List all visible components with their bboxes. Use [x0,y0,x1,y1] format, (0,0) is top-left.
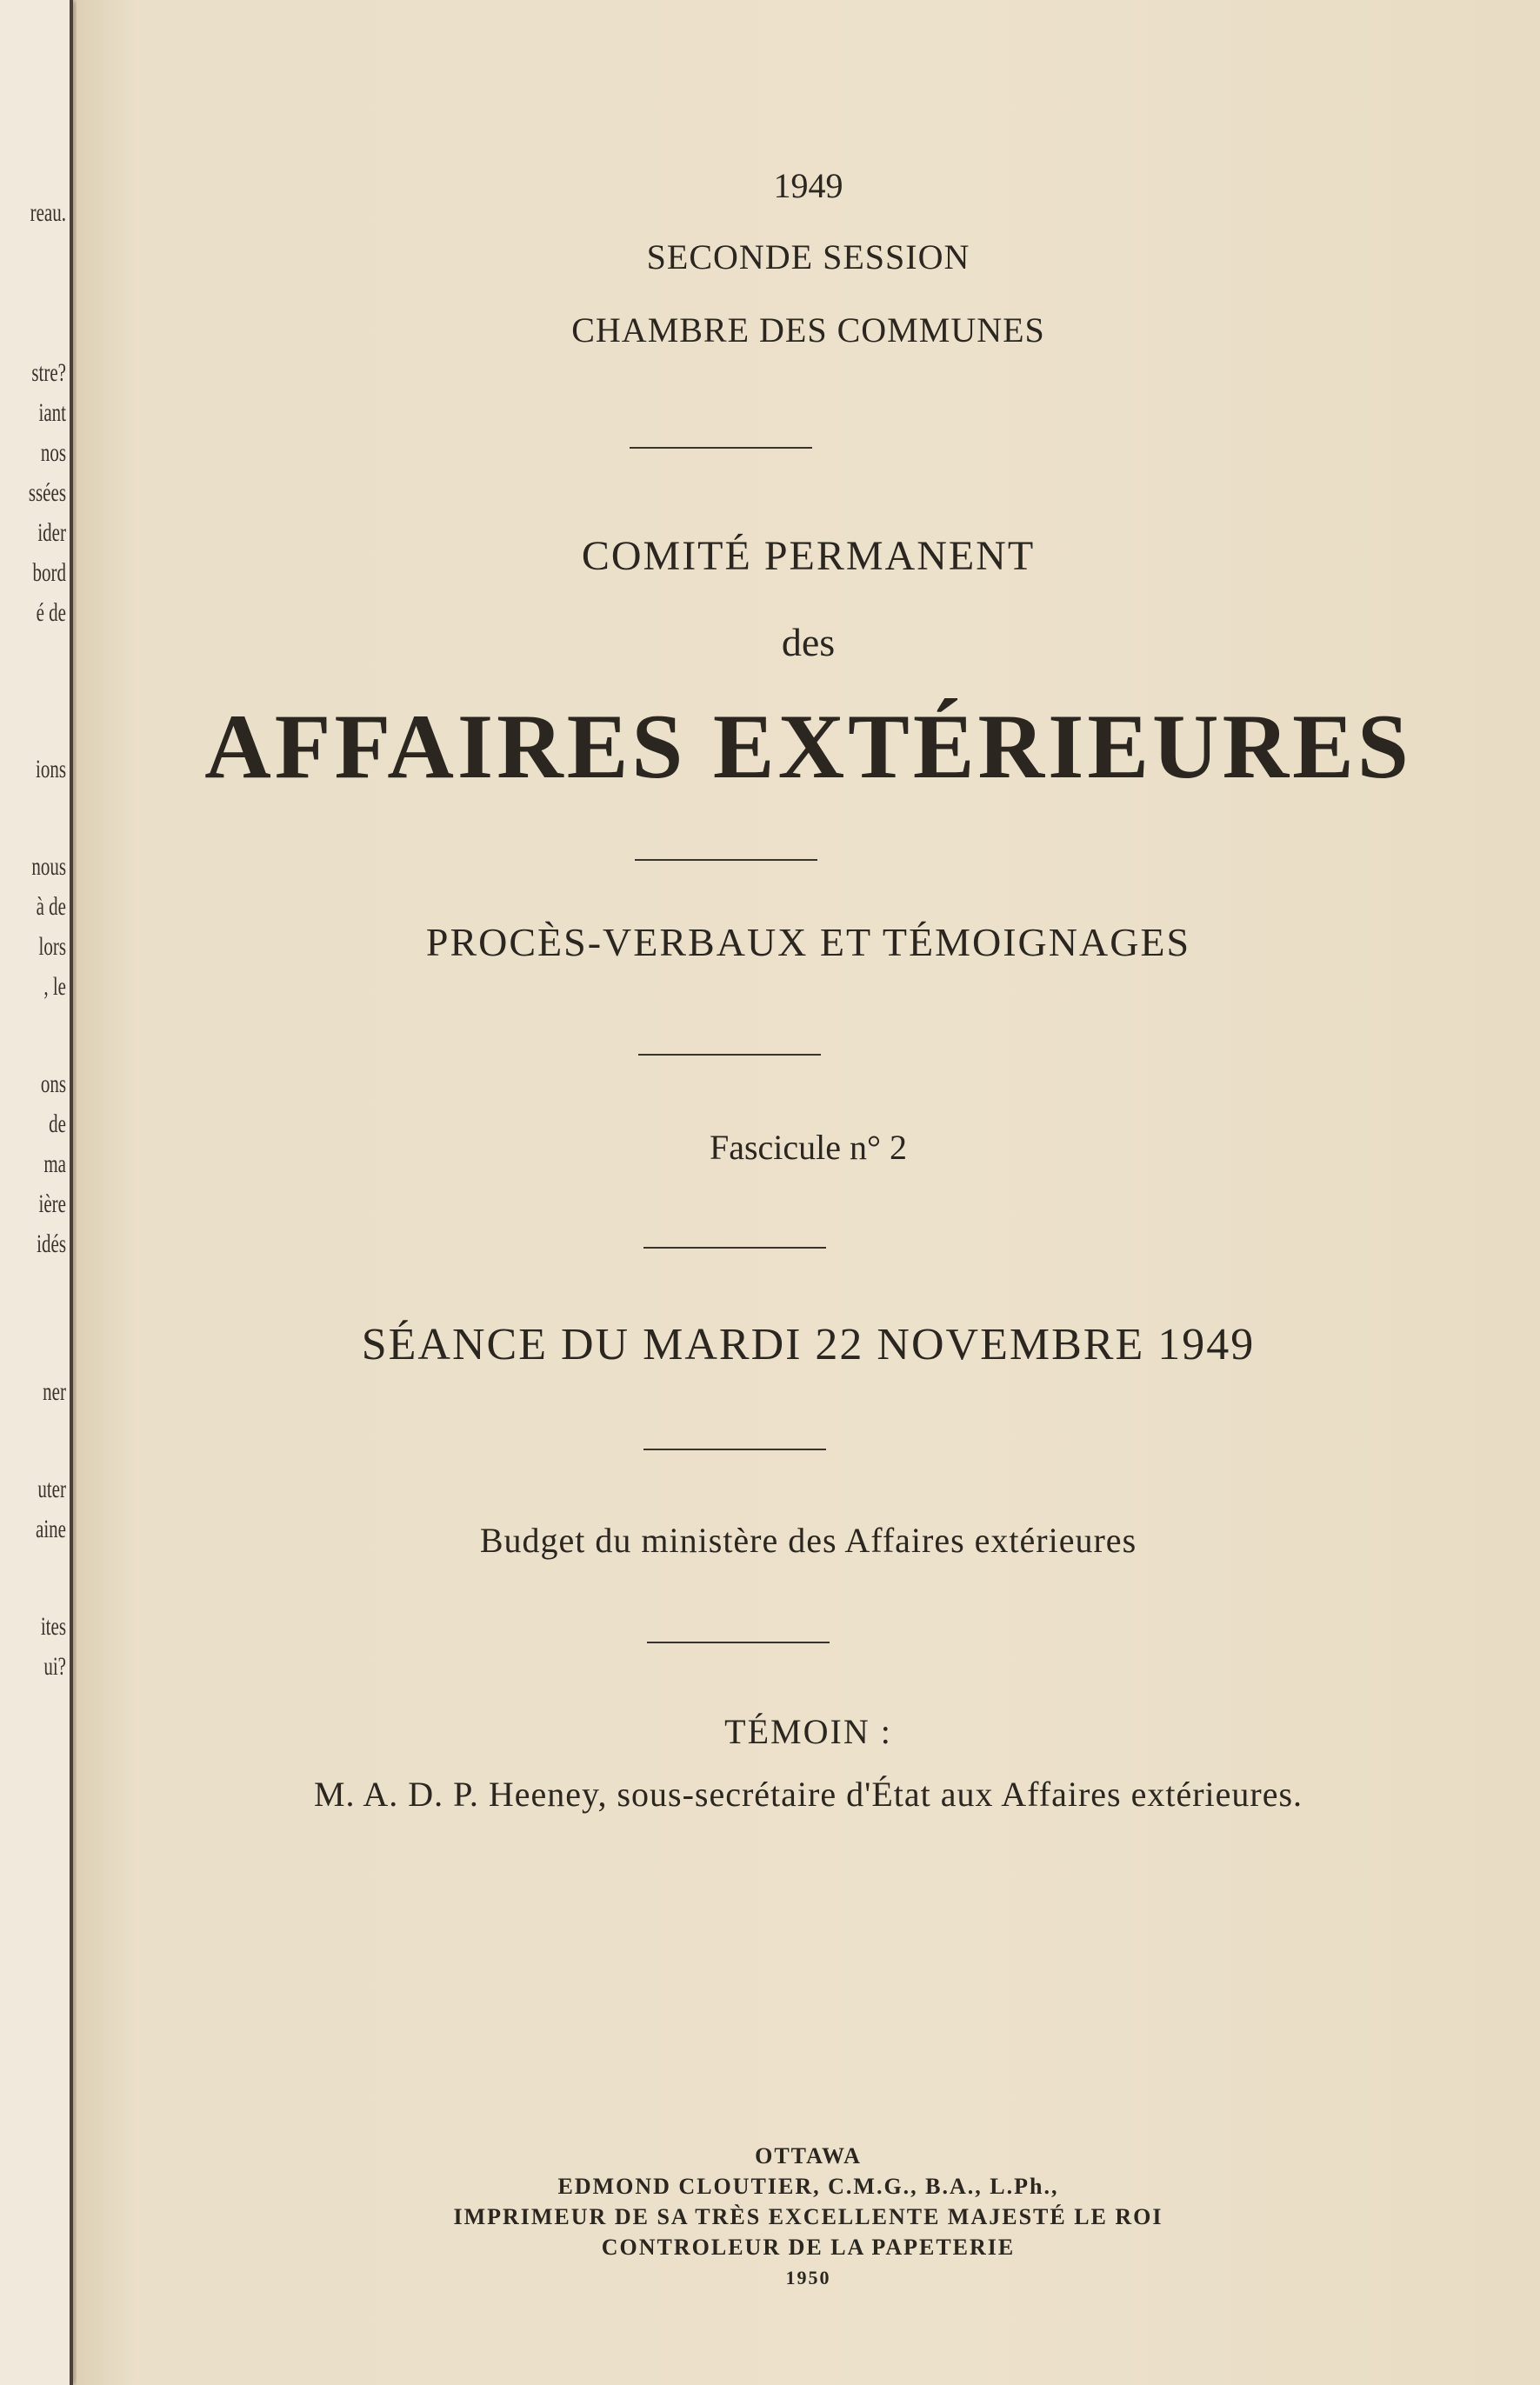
adjacent-text-fragment: idés [37,1229,66,1258]
document-subtitle: PROCÈS-VERBAUX ET TÉMOIGNAGES [425,920,1191,964]
separator-rule [630,447,812,449]
imprint-city: OTTAWA [755,2143,862,2168]
separator-rule [643,1449,826,1450]
session-name: SECONDE SESSION [646,237,970,276]
adjacent-text-fragment: ider [37,518,66,547]
adjacent-page-edge [0,0,73,2385]
adjacent-text-fragment: uter [37,1475,66,1503]
witness-name: M. A. D. P. Heeney, sous-secrétaire d'État aux Affaires extérieures. [313,1775,1303,1814]
imprint-year: 1950 [785,2267,831,2288]
adjacent-text-fragment: lors [38,932,66,961]
adjacent-text-fragment: ner [43,1377,66,1406]
witness-label: TÉMOIN : [724,1712,892,1751]
session-year: 1949 [773,166,843,205]
adjacent-text-fragment: , le [43,972,66,1001]
adjacent-text-fragment: ions [35,755,66,783]
adjacent-text-fragment: ssées [28,478,66,507]
committee-connector: des [781,620,836,664]
adjacent-text-fragment: ons [40,1069,66,1098]
committee-title: AFFAIRES EXTÉRIEURES [204,696,1412,797]
adjacent-text-fragment: ui? [43,1652,66,1681]
separator-rule [638,1054,821,1056]
adjacent-text-fragment: é de [36,598,66,627]
adjacent-text-fragment: aine [36,1515,66,1543]
fascicule-number: Fascicule n° 2 [709,1128,908,1167]
separator-rule [635,859,817,861]
adjacent-text-fragment: iant [38,398,66,427]
adjacent-text-fragment: de [49,1109,66,1138]
chamber-name: CHAMBRE DES COMMUNES [571,310,1045,350]
committee-heading: COMITÉ PERMANENT [581,533,1036,579]
adjacent-text-fragment: reau. [30,198,66,227]
adjacent-text-fragment: stre? [31,358,66,387]
imprint-printer-title: IMPRIMEUR DE SA TRÈS EXCELLENTE MAJESTÉ LE ROI [453,2204,1163,2229]
adjacent-text-fragment: à de [36,892,66,921]
separator-rule [643,1247,826,1249]
adjacent-text-fragment: nous [31,852,66,881]
adjacent-text-fragment: nos [40,438,66,467]
adjacent-text-fragment: bord [32,558,66,587]
imprint-controller: CONTROLEUR DE LA PAPETERIE [601,2235,1016,2260]
title-page [77,0,1540,2385]
adjacent-text-fragment: ma [43,1149,66,1178]
adjacent-text-fragment: ière [38,1189,66,1218]
adjacent-text-fragment: ites [40,1612,66,1641]
separator-rule [647,1642,830,1643]
agenda-subject: Budget du ministère des Affaires extérieures [479,1521,1137,1560]
imprint-printer: EDMOND CLOUTIER, C.M.G., B.A., L.Ph., [557,2174,1059,2199]
session-date: SÉANCE DU MARDI 22 NOVEMBRE 1949 [361,1320,1256,1369]
